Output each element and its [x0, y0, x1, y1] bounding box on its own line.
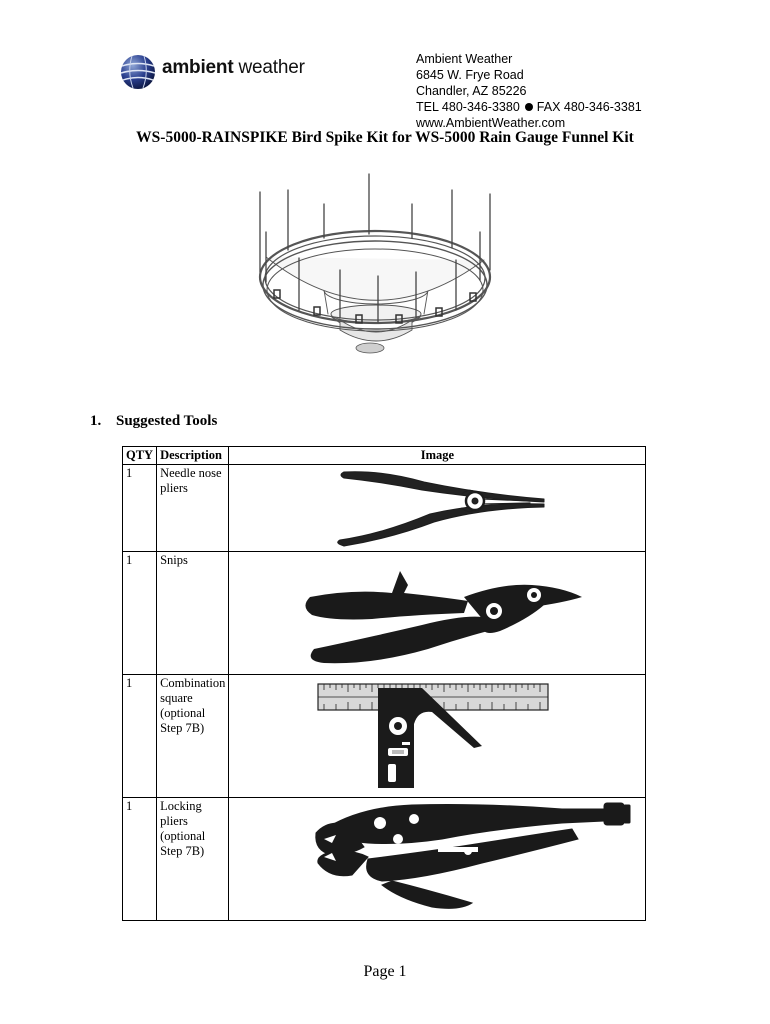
locking-pliers-icon — [232, 799, 642, 919]
row-qty: 1 — [123, 465, 157, 552]
row-image — [229, 465, 646, 552]
city-state-zip: Chandler, AZ 85226 — [416, 84, 527, 98]
section-number: 1. — [90, 413, 102, 429]
fax-number: FAX 480-346-3381 — [536, 100, 642, 114]
company-name: Ambient Weather — [416, 52, 513, 66]
company-address — [416, 51, 642, 131]
row-description: Snips — [157, 552, 229, 675]
description-header: Description — [157, 447, 229, 465]
suggested-tools-table — [122, 446, 646, 921]
street-address: 6845 W. Frye Road — [416, 68, 524, 82]
section-heading-text: Suggested Tools — [116, 413, 218, 429]
snips-icon — [232, 553, 642, 673]
table-row — [123, 552, 646, 675]
page-number: Page 1 — [363, 963, 407, 980]
table-row — [123, 675, 646, 798]
row-description: Locking pliers (optional Step 7B) — [157, 798, 229, 921]
logo-wordmark: ambient weather — [162, 57, 305, 78]
row-qty: 1 — [123, 798, 157, 921]
row-image — [229, 798, 646, 921]
ambient-weather-logo — [118, 52, 318, 92]
image-header: Image — [229, 447, 646, 465]
phone-line — [416, 99, 642, 115]
tel-number: TEL 480-346-3380 — [416, 100, 520, 114]
row-description: Needle nose pliers — [157, 465, 229, 552]
section-heading — [90, 413, 217, 430]
bullet-icon — [525, 103, 533, 111]
row-image — [229, 675, 646, 798]
document-title: WS-5000-RAINSPIKE Bird Spike Kit for WS-5000 Rain Gauge Funnel Kit — [136, 129, 634, 146]
combination-square-icon — [232, 676, 642, 796]
globe-icon — [118, 52, 158, 92]
needle-nose-pliers-icon — [232, 466, 642, 550]
table-header-row — [123, 447, 646, 465]
bird-spike-funnel-image — [244, 172, 504, 362]
table-row — [123, 465, 646, 552]
row-description: Combination square (optional Step 7B) — [157, 675, 229, 798]
row-image — [229, 552, 646, 675]
qty-header: QTY — [123, 447, 157, 465]
website-link[interactable]: www.AmbientWeather.com — [416, 116, 566, 130]
row-qty: 1 — [123, 552, 157, 675]
row-qty: 1 — [123, 675, 157, 798]
table-row — [123, 798, 646, 921]
